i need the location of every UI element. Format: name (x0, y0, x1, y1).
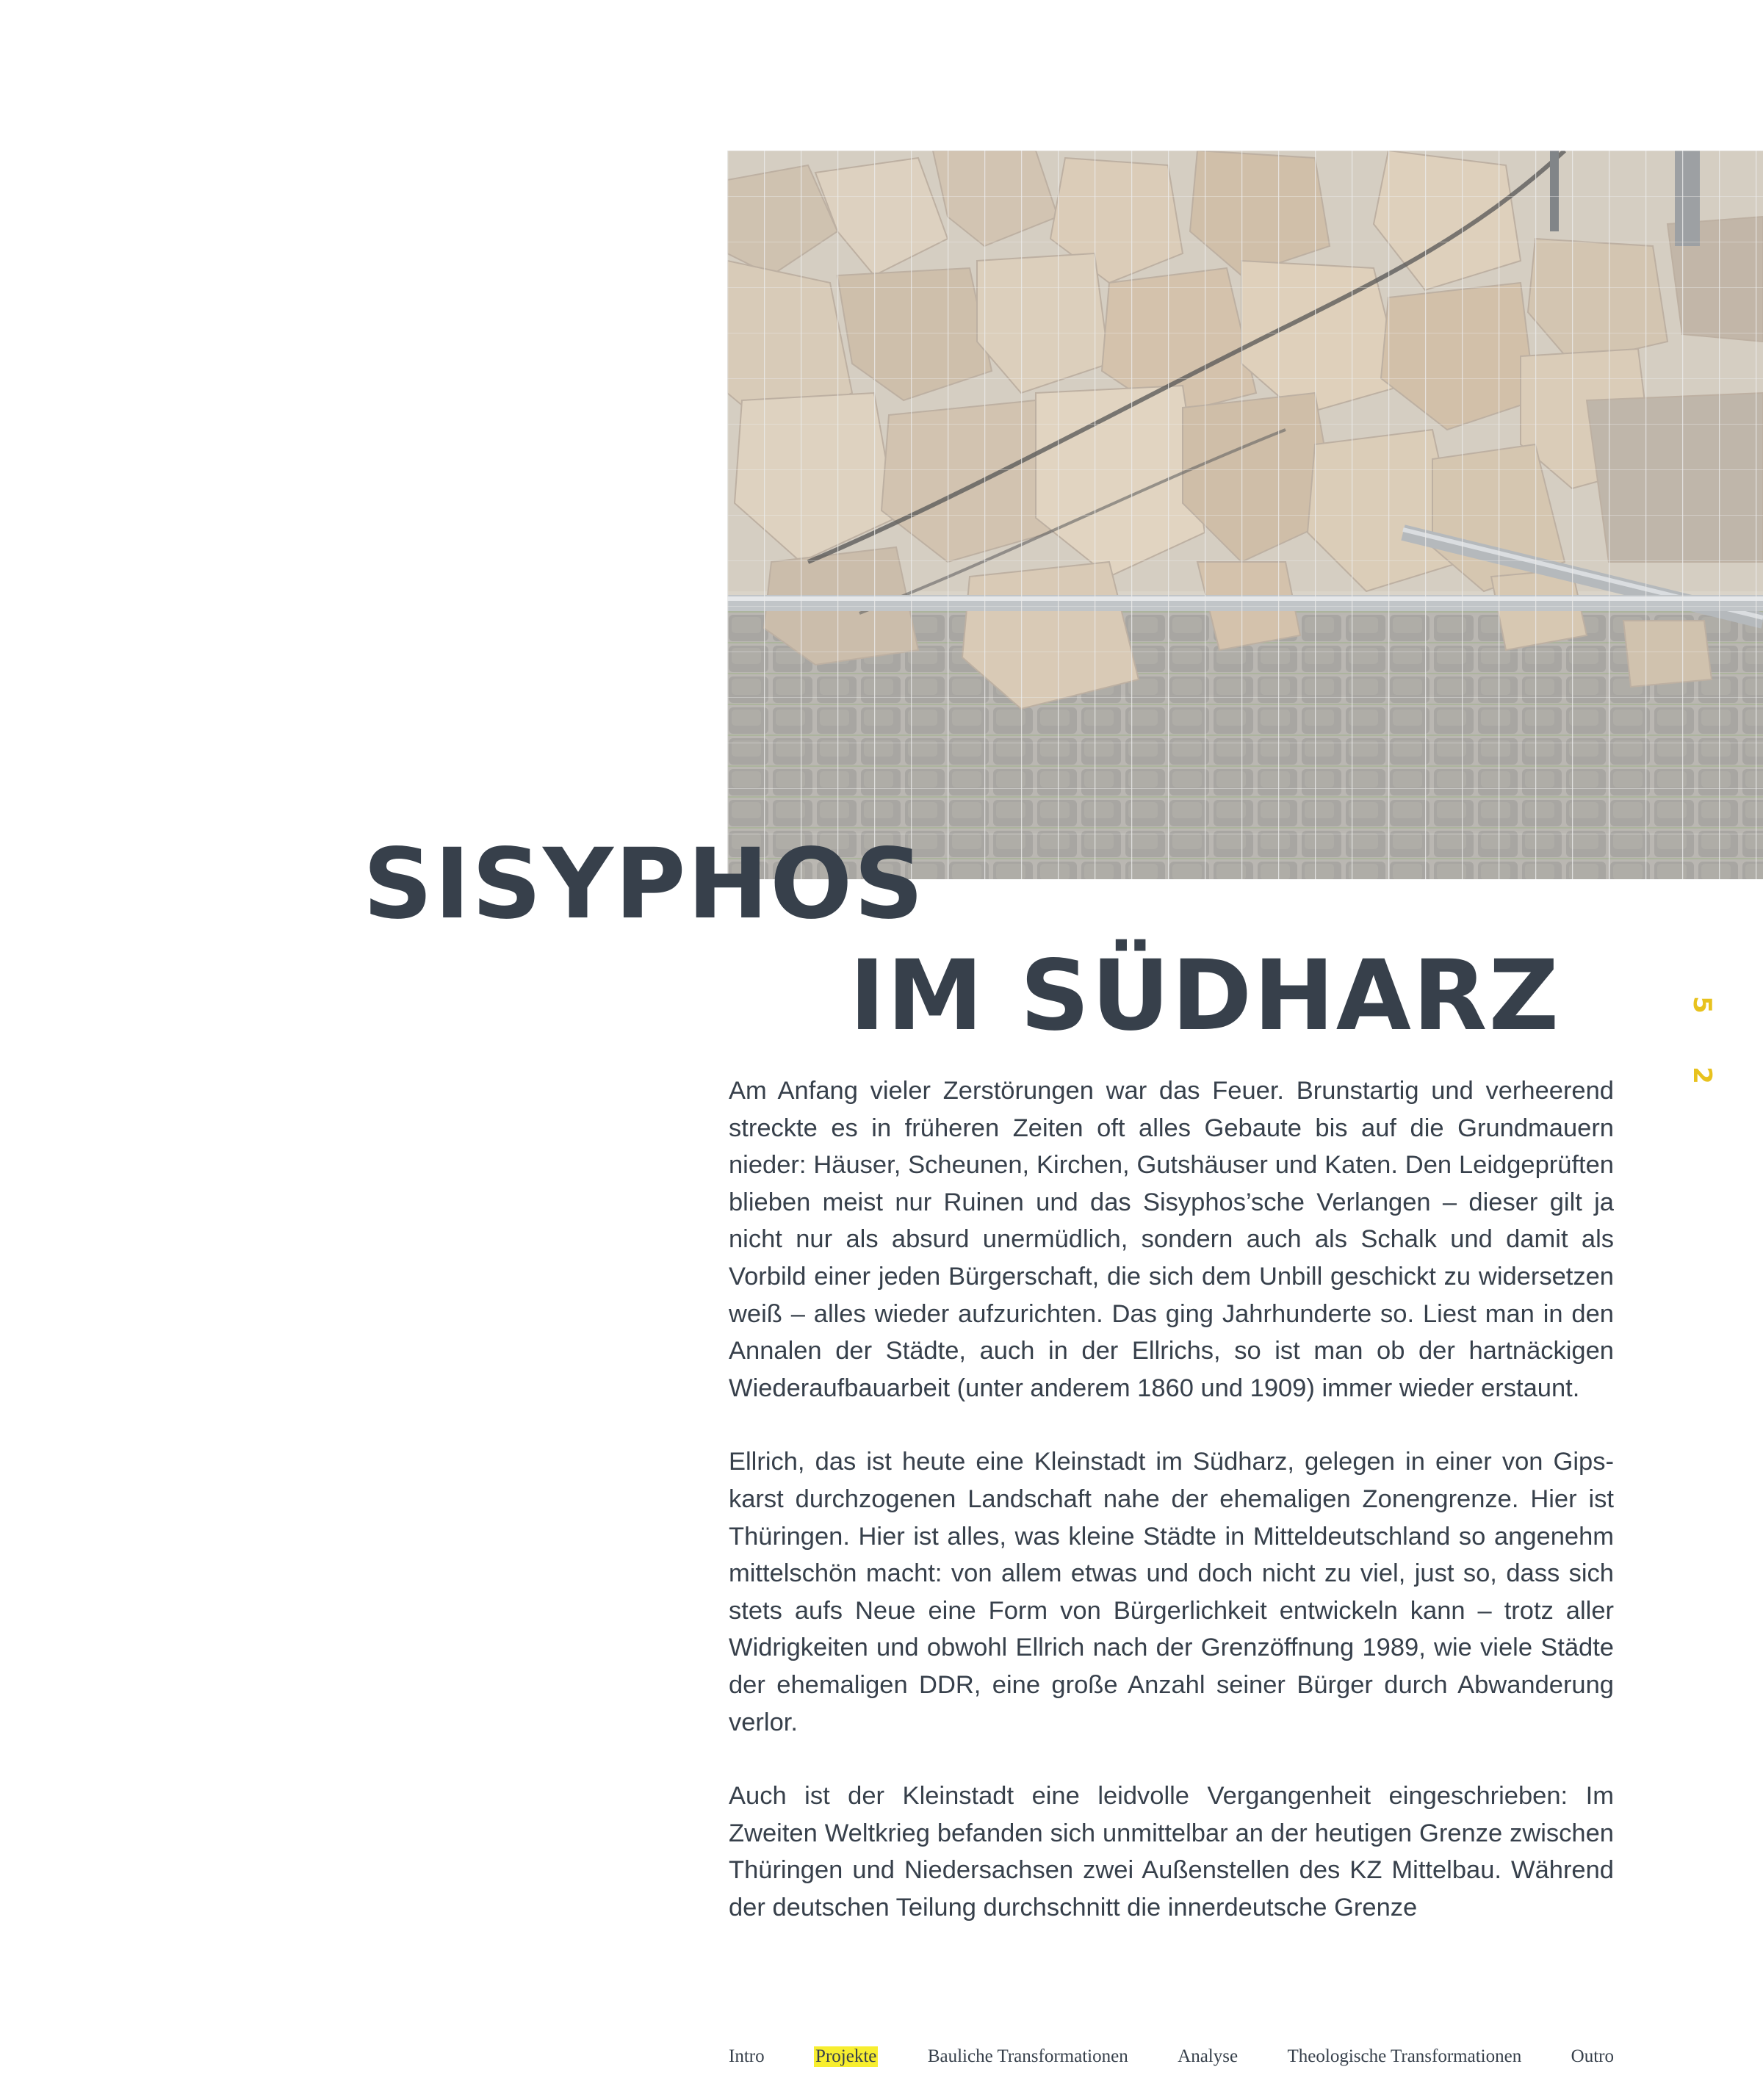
nav-item-analyse[interactable]: Analyse (1178, 2046, 1239, 2066)
page-number (1686, 990, 1718, 1090)
nav-item-projekte[interactable]: Projekte (815, 2046, 877, 2066)
paragraph: Auch ist der Kleinstadt eine leidvolle Vergangenheit eingeschrieben: Im Zweiten Weltkrieg befanden sich unmittelbar an der heutigen Grenze zwischen Thüringen und Niedersachsen zwei Außenstellen des KZ Mittelbau. Während der deutschen Teilung durchschnitt die innerdeutsche Grenze (729, 1782, 1614, 1922)
nav-item-outro[interactable]: Outro (1571, 2046, 1614, 2066)
paragraph: Ellrich, das ist heute eine Kleinstadt im Südharz, gelegen in einer von Gipskarst durchzogenen Landschaft nahe der ehemaligen Zonengrenze. Hier ist Thüringen. Hier ist alles, was kleine Städte in Mitteldeutschland so angenehm mittelschön macht: von allem etwas und doch nicht zu viel, just so, dass sich stets aufs Neue eine Form von Bürgerlichkeit entwickeln kann – trotz aller Widrigkeiten und obwohl Ellrich nach der Grenzöffnung 1989, wie viele Städte der ehemaligen DDR, eine große Anzahl seiner Bürger durch Abwanderung verlor. (729, 1448, 1614, 1736)
page-number-digit-1: 5 (1687, 996, 1717, 1014)
nav-item-theologische-transformationen[interactable]: Theologische Transformationen (1287, 2046, 1522, 2066)
page-number-digit-2: 2 (1687, 1067, 1717, 1084)
rubble-fence-photo (727, 151, 1763, 879)
article-body (729, 1072, 1614, 1963)
footer-navigation (729, 2046, 1614, 2067)
nav-item-intro[interactable]: Intro (729, 2046, 765, 2066)
paragraph: Am Anfang vieler Zerstörungen war das Feuer. Brunstartig und verheerend streckte es in früheren Zeiten oft alles Gebaute bis auf die Grundmauern nieder: Häuser, Scheunen, Kirchen, Gutshäuser und Katen. Den Leidgeprüften blieben meist nur Ruinen und das Sisyphos’sche Verlangen – dieser gilt ja nicht nur als absurd unermüdlich, sondern auch als Schalk und damit als Vorbild einer jeden Bürgerschaft, die sich dem Unbill geschickt zu widersetzen weiß – alles wieder aufzurichten. Das ging Jahrhunderte so. Liest man in den Annalen der Städte, auch in der Ellrichs, so ist man ob der hartnäckigen Wiederaufbauarbeit (unter anderem 1860 und 1909) immer wieder erstaunt. (729, 1077, 1614, 1402)
title-line-1: SISYPHOS (363, 828, 926, 941)
title-line-2: IM SÜDHARZ (849, 939, 1561, 1053)
nav-item-bauliche-transformationen[interactable]: Bauliche Transformationen (927, 2046, 1128, 2066)
